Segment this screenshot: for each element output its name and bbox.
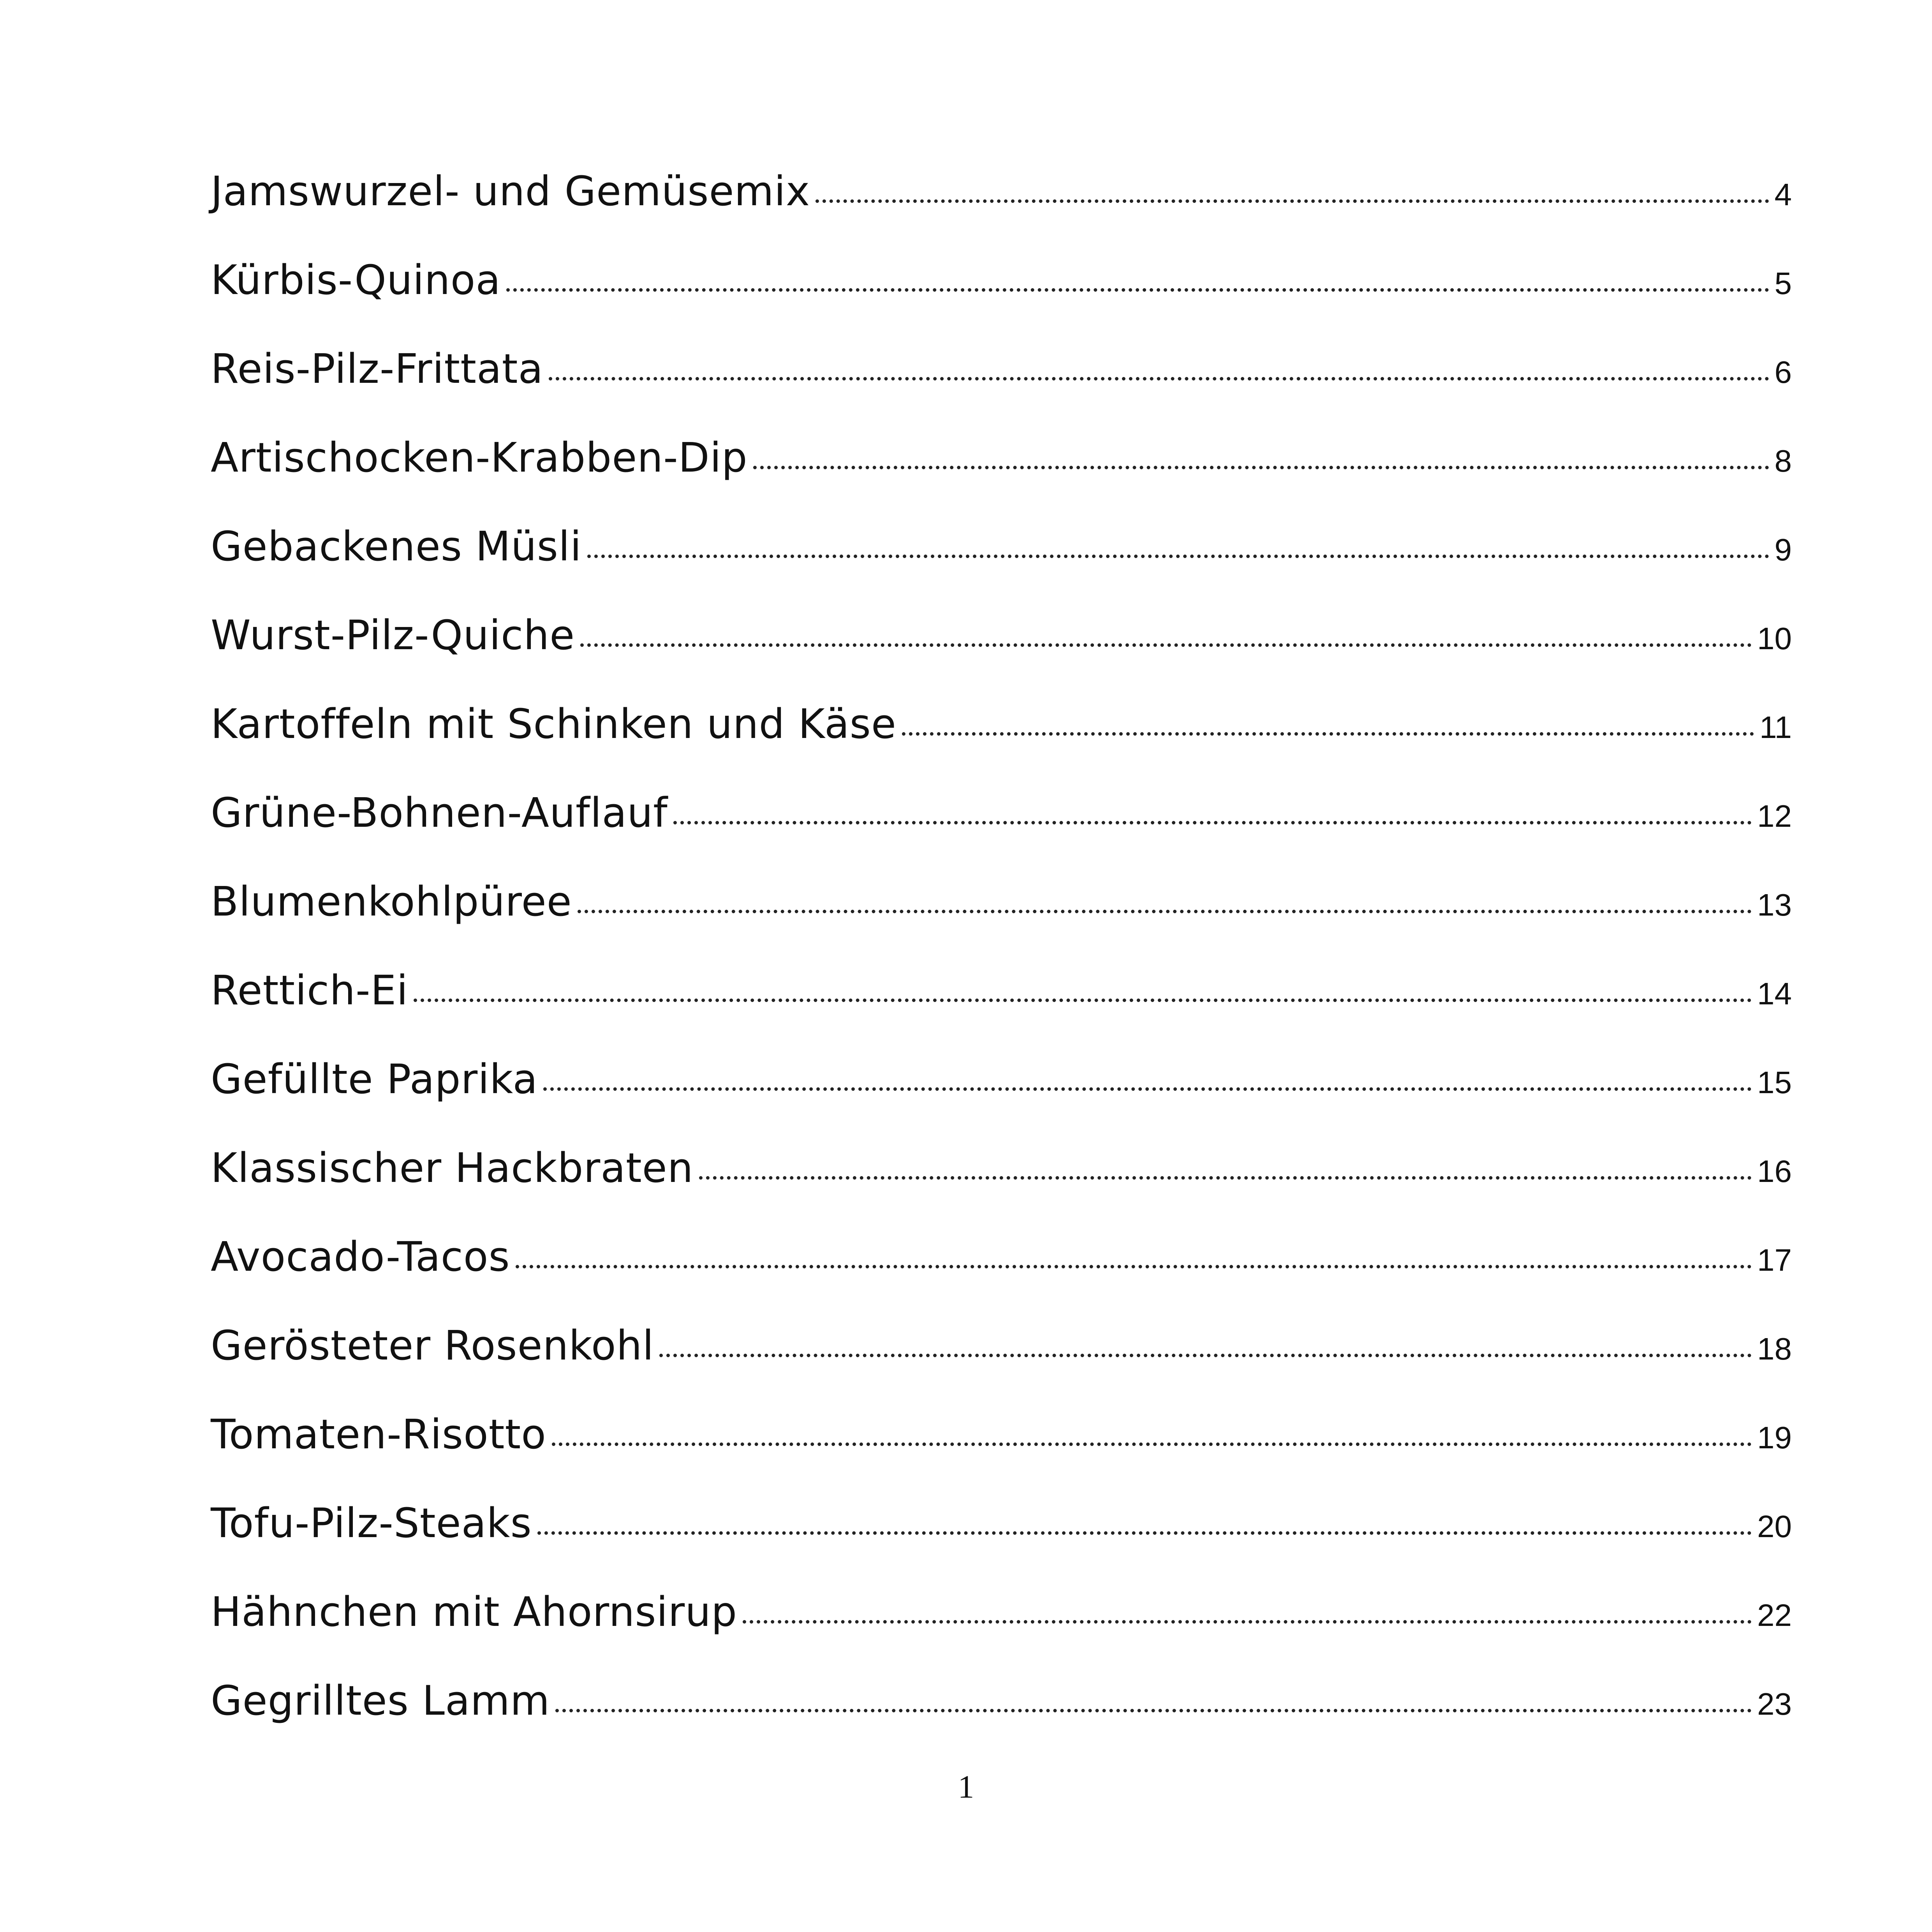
toc-entry[interactable]	[211, 167, 1792, 256]
toc-entry-page: 18	[1757, 1331, 1792, 1366]
toc-dot-leader	[516, 1265, 1752, 1268]
toc-entry[interactable]	[211, 700, 1792, 789]
toc-entry-title: Kürbis-Quinoa	[211, 256, 501, 304]
toc-dot-leader	[673, 821, 1752, 824]
toc-entry[interactable]	[211, 256, 1792, 345]
toc-entry-title: Kartoffeln mit Schinken und Käse	[211, 700, 896, 748]
toc-entry-page: 8	[1774, 444, 1792, 478]
toc-entry-page: 19	[1757, 1420, 1792, 1455]
toc-entry[interactable]	[211, 1588, 1792, 1677]
toc-entry-page: 15	[1757, 1065, 1792, 1100]
toc-entry[interactable]	[211, 789, 1792, 878]
toc-entry-title: Klassischer Hackbraten	[211, 1144, 694, 1192]
toc-entry-title: Gerösteter Rosenkohl	[211, 1322, 654, 1369]
toc-entry-page: 12	[1757, 799, 1792, 833]
toc-entry-title: Gefüllte Paprika	[211, 1055, 538, 1103]
toc-dot-leader	[659, 1354, 1752, 1357]
toc-entry-page: 4	[1774, 177, 1792, 212]
toc-entry-page: 16	[1757, 1154, 1792, 1189]
toc-entry-title: Hähnchen mit Ahornsirup	[211, 1588, 738, 1636]
toc-entry[interactable]	[211, 1499, 1792, 1588]
toc-entry[interactable]	[211, 1322, 1792, 1411]
toc-entry-title: Avocado-Tacos	[211, 1233, 510, 1280]
toc-dot-leader	[753, 466, 1769, 469]
toc-entry[interactable]	[211, 611, 1792, 700]
toc-entry-title: Reis-Pilz-Frittata	[211, 345, 544, 393]
toc-entry-page: 10	[1757, 621, 1792, 656]
toc-dot-leader	[578, 910, 1752, 913]
toc-entry-page: 17	[1757, 1243, 1792, 1277]
toc-entry-page: 11	[1759, 710, 1792, 745]
toc-entry[interactable]	[211, 1677, 1792, 1766]
toc-entry-page: 6	[1774, 355, 1792, 389]
toc-entry[interactable]	[211, 967, 1792, 1055]
page-number: 1	[958, 1769, 974, 1805]
toc-dot-leader	[537, 1531, 1752, 1535]
toc-dot-leader	[552, 1442, 1752, 1446]
toc-entry-title: Blumenkohlpüree	[211, 878, 572, 925]
toc-entry-page: 13	[1757, 888, 1792, 922]
toc-entry[interactable]	[211, 345, 1792, 434]
toc-entry[interactable]	[211, 1055, 1792, 1144]
toc-entry-title: Gebackenes Müsli	[211, 523, 582, 570]
toc-dot-leader	[815, 199, 1769, 203]
toc-entry[interactable]	[211, 1411, 1792, 1499]
toc-dot-leader	[549, 377, 1769, 380]
toc-dot-leader	[414, 999, 1752, 1002]
table-of-contents	[211, 167, 1792, 1766]
toc-entry[interactable]	[211, 878, 1792, 967]
toc-entry-title: Tomaten-Risotto	[211, 1411, 546, 1458]
toc-entry-page: 14	[1757, 976, 1792, 1011]
toc-dot-leader	[587, 555, 1769, 558]
toc-entry-title: Rettich-Ei	[211, 967, 409, 1014]
toc-entry-title: Wurst-Pilz-Quiche	[211, 611, 575, 659]
toc-entry-title: Gegrilltes Lamm	[211, 1677, 550, 1724]
toc-entry-page: 9	[1774, 532, 1792, 567]
toc-dot-leader	[580, 643, 1752, 647]
toc-entry-page: 20	[1757, 1509, 1792, 1544]
toc-dot-leader	[555, 1709, 1752, 1712]
toc-dot-leader	[902, 732, 1754, 736]
toc-dot-leader	[743, 1620, 1752, 1624]
toc-dot-leader	[506, 288, 1769, 292]
toc-entry-page: 22	[1757, 1598, 1792, 1633]
toc-dot-leader	[543, 1087, 1752, 1091]
toc-entry-title: Tofu-Pilz-Steaks	[211, 1499, 532, 1547]
toc-dot-leader	[699, 1176, 1752, 1180]
toc-entry[interactable]	[211, 1233, 1792, 1322]
toc-entry-title: Artischocken-Krabben-Dip	[211, 434, 748, 481]
toc-entry-title: Grüne-Bohnen-Auflauf	[211, 789, 668, 837]
toc-entry[interactable]	[211, 434, 1792, 523]
toc-entry-title: Jamswurzel- und Gemüsemix	[211, 167, 810, 215]
toc-entry[interactable]	[211, 523, 1792, 611]
toc-entry[interactable]	[211, 1144, 1792, 1233]
toc-entry-page: 5	[1774, 266, 1792, 301]
toc-entry-page: 23	[1757, 1687, 1792, 1721]
